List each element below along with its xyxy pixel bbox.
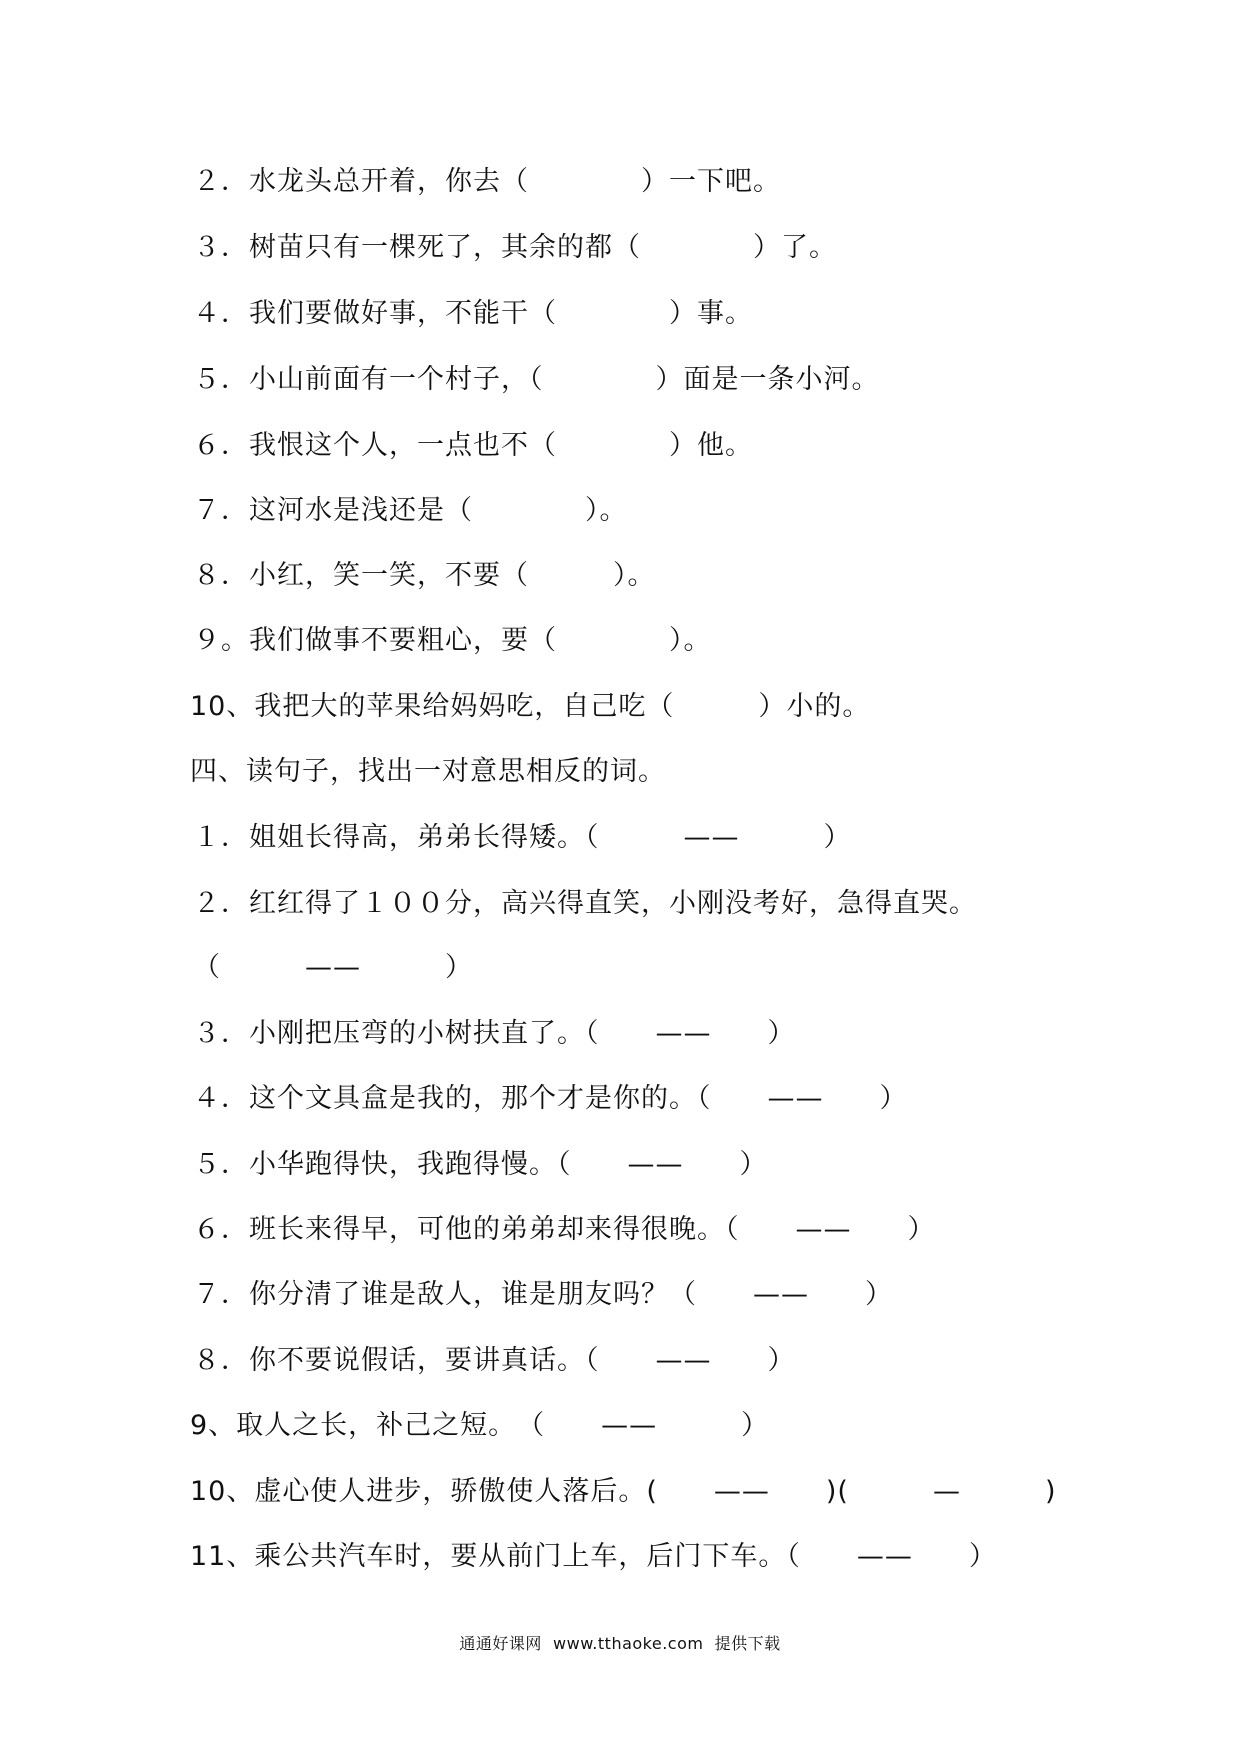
list-item: ６．我恨这个人，一点也不（ ）他。 [193,430,753,461]
page-footer: 通通好课网 www.tthaoke.com 提供下载 [459,1634,781,1653]
list-item: ２．水龙头总开着，你去（ ）一下吧。 [193,166,781,197]
list-item: ８．你不要说假话，要讲真话。（ —— ） [193,1345,796,1376]
list-item: 11、乘公共汽车时，要从前门上车，后门下车。（ —— ） [190,1541,997,1572]
list-item: ８．小红，笑一笑，不要（ ）。 [193,560,656,591]
list-item: 10、我把大的苹果给妈妈吃，自己吃（ ）小的。 [190,691,871,722]
list-item: ９。我们做事不要粗心，要（ ）。 [193,625,712,656]
list-item: ４．我们要做好事，不能干（ ）事。 [193,298,753,329]
list-item: ７．这河水是浅还是（ ）。 [193,495,628,526]
list-item: ５．小山前面有一个村子，（ ）面是一条小河。 [193,364,880,395]
list-item: １．姐姐长得高，弟弟长得矮。（ —— ） [193,822,852,853]
list-item: （ —— ） [193,952,473,983]
list-item: ２．红红得了１００分，高兴得直笑，小刚没考好，急得直哭。 [193,888,977,919]
list-item: ６．班长来得早，可他的弟弟却来得很晚。（ —— ） [193,1214,936,1245]
section-heading: 四、读句子，找出一对意思相反的词。 [190,756,666,787]
list-item: ３．小刚把压弯的小树扶直了。（ —— ） [193,1018,796,1049]
list-item: ７．你分清了谁是敌人，谁是朋友吗？（ —— ） [193,1279,893,1310]
list-item: 10、虚心使人进步，骄傲使人落后。( —— )( — ) [190,1476,1057,1507]
list-item: ３．树苗只有一棵死了，其余的都（ ）了。 [193,232,837,263]
list-item: ５．小华跑得快，我跑得慢。（ —— ） [193,1149,768,1180]
list-item: 9、取人之长，补己之短。 （ —— ） [190,1410,770,1441]
list-item: ４．这个文具盒是我的，那个才是你的。（ —— ） [193,1083,908,1114]
